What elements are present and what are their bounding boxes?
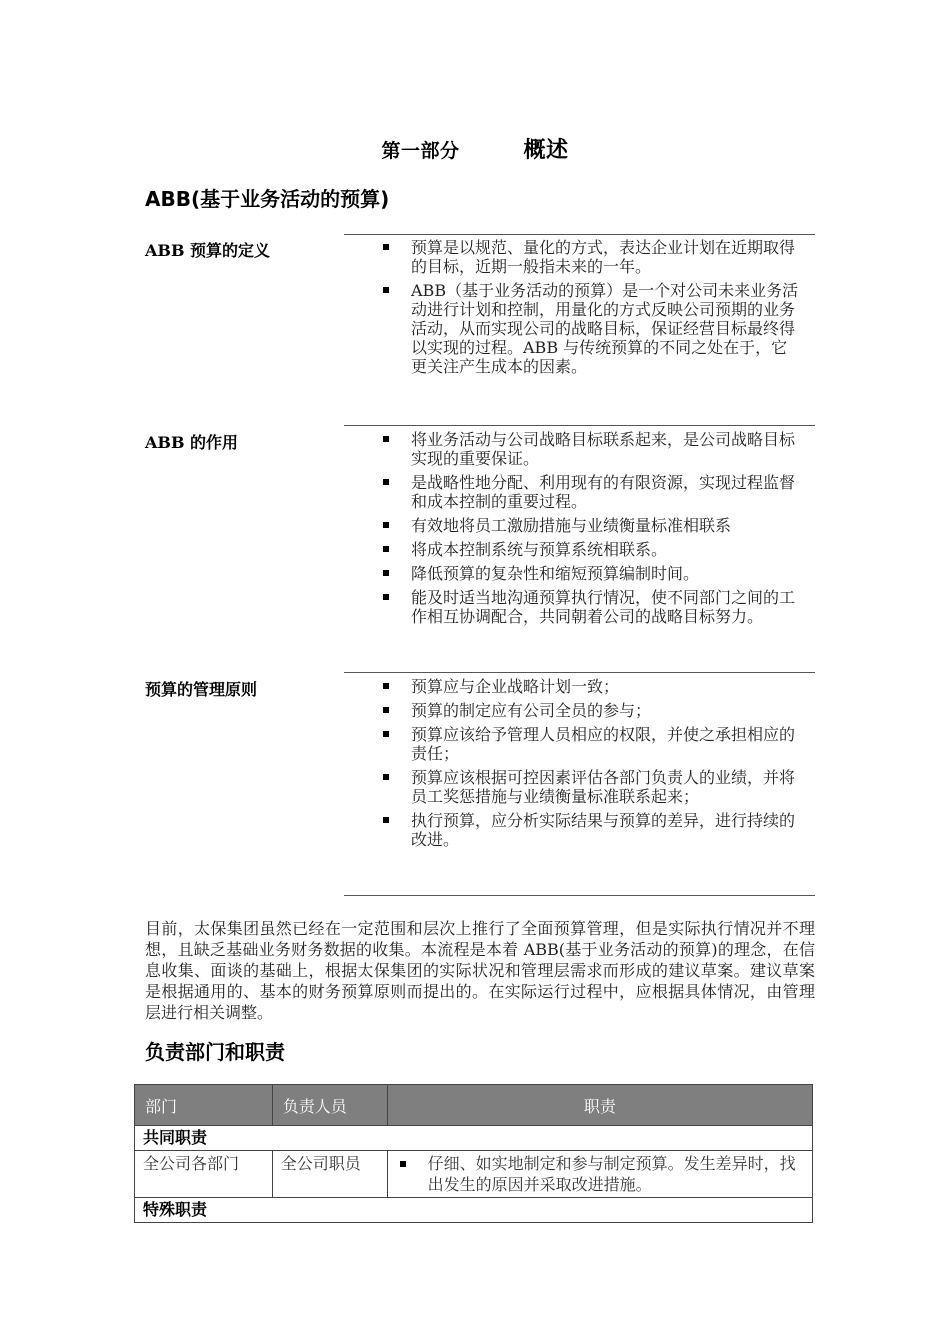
list-item: 降低预算的复杂性和缩短预算编制时间。 [380,564,800,583]
definition-list [380,238,800,381]
list-item: 执行预算，应分析实际结果与预算的差异，进行持续的改进。 [380,811,800,849]
list-item: 将业务活动与公司战略目标联系起来，是公司战略目标实现的重要保证。 [380,430,800,468]
list-item: 将成本控制系统与预算系统相联系。 [380,540,800,559]
header-person: 负责人员 [272,1085,387,1126]
section-divider [344,425,815,426]
cell-person: 全公司职员 [272,1151,387,1198]
list-item: ABB（基于业务活动的预算）是一个对公司未来业务活动进行计划和控制，用量化的方式反映公司预期的业务活动，从而实现公司的战略目标，保证经营目标最终得以实现的过程。ABB 与传统预算的不同之处在于，它更关注产生成本的因素。 [380,281,800,376]
part-title [0,133,950,164]
list-item: 是战略性地分配、利用现有的有限资源，实现过程监督和成本控制的重要过程。 [380,473,800,511]
list-item: 有效地将员工激励措施与业绩衡量标准相联系 [380,516,800,535]
header-dept: 部门 [135,1085,273,1126]
list-item: 预算是以规范、量化的方式，表达企业计划在近期取得的目标，近期一般指未来的一年。 [380,238,800,276]
responsibility-table [134,1084,813,1223]
header-duty: 职责 [387,1085,812,1126]
role-list [380,430,800,631]
table-row [135,1151,813,1198]
list-item: 能及时适当地沟通预算执行情况，使不同部门之间的工作相互协调配合，共同朝着公司的战略目标努力。 [380,588,800,626]
table-header-row [135,1085,813,1126]
list-item: 预算的制定应有公司全员的参与； [380,701,800,720]
section-label-definition: ABB 预算的定义 [145,241,271,260]
cell-dept: 全公司各部门 [135,1151,273,1198]
intro-paragraph: 目前，太保集团虽然已经在一定范围和层次上推行了全面预算管理，但是实际执行情况并不理想，且缺乏基础业务财务数据的收集。本流程是本着 ABB(基于业务活动的预算)的理念，在信息收集、面谈的基础上，根据太保集团的实际状况和管理层需求而形成的建议草案。建议草案是根据通用的、基本的财务预算原则而提出的。在实际运行过程中，应根据具体情况，由管理层进行相关调整。 [145,919,815,1022]
list-item: 预算应该给予管理人员相应的权限，并使之承担相应的责任； [380,725,800,763]
table-group-row [135,1198,813,1223]
table-group-row [135,1126,813,1151]
group-common: 共同职责 [135,1126,813,1151]
section-divider [344,234,815,235]
principles-list [380,677,800,854]
section-divider [344,672,815,673]
responsibility-heading: 负责部门和职责 [145,1040,285,1064]
part-subtitle: 概述 [523,138,569,163]
section-label-role: ABB 的作用 [145,433,239,452]
list-item: 预算应该根据可控因素评估各部门负责人的业绩，并将员工奖惩措施与业绩衡量标准联系起来； [380,768,800,806]
section-label-principles: 预算的管理原则 [145,680,258,699]
section-divider [344,895,815,896]
cell-duty [387,1151,812,1198]
list-item: 预算应与企业战略计划一致； [380,677,800,696]
duty-item: 仔细、如实地制定和参与制定预算。发生差异时，找出发生的原因并采取改进措施。 [400,1153,802,1195]
abb-heading: ABB(基于业务活动的预算) [145,187,390,211]
part-number: 第一部分 [381,140,460,162]
group-special: 特殊职责 [135,1198,813,1223]
